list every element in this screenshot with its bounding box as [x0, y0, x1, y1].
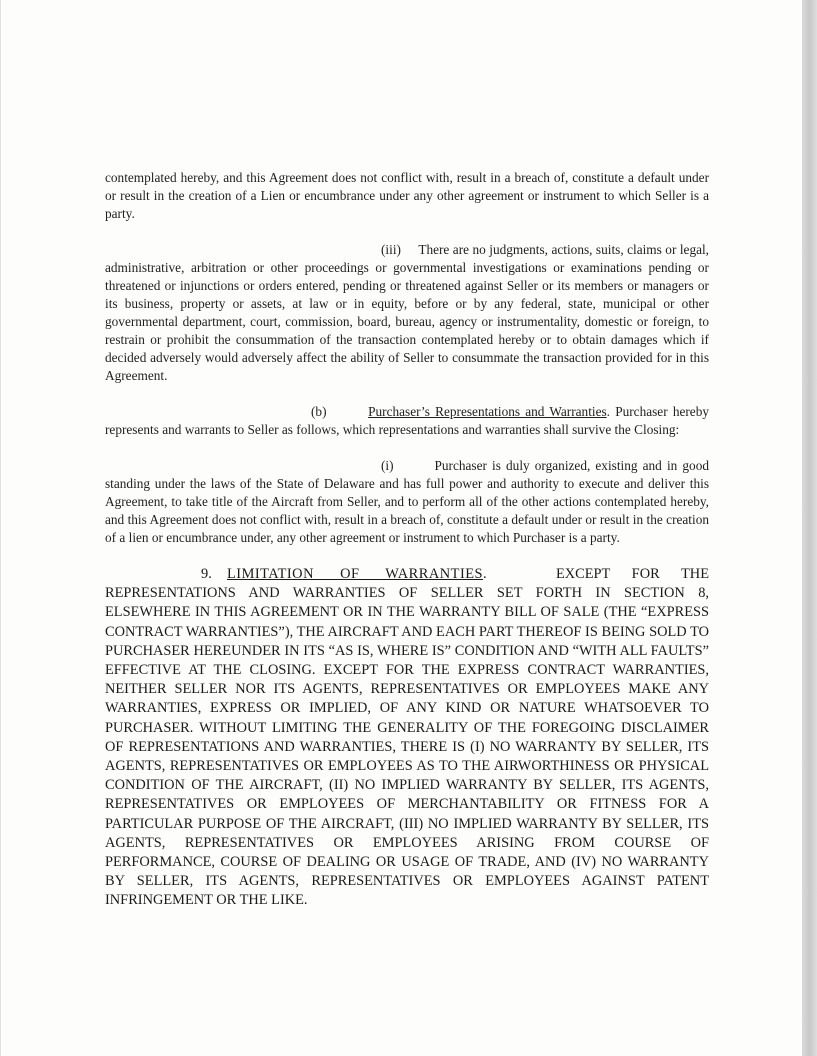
purchaser-warranties-heading: Purchaser’s Representations and Warranties: [368, 404, 607, 419]
section-9-lead-text: EXCEPT FOR THE: [555, 566, 709, 582]
clause-marker-b: (b): [311, 404, 327, 419]
paragraph-seller-iii: [105, 241, 709, 385]
section-9-title: LIMITATION OF WARRANTIES: [227, 566, 484, 582]
clause-text-b: . Purchaser hereby represents and warrants to Seller as follows, which representations and warranties shall survive the Closing:: [105, 404, 710, 437]
paragraph-purchaser-i: [105, 457, 709, 547]
clause-marker-i: (i): [381, 458, 394, 473]
document-body: [105, 169, 709, 911]
section-9-title-period: .: [483, 566, 488, 582]
section-9-body: REPRESENTATIONS AND WARRANTIES OF SELLER SET FORTH IN SECTION 8, ELSEWHERE IN THIS AGREEMENT OR IN THE WARRANTY BILL OF SALE (THE “EXPRESS CONTRACT WARRANTIES”), THE AIRCRAFT AND EACH PART THEREOF IS BEING SOLD TO PURCHASER HEREUNDER IN ITS “AS IS, WHERE IS” CONDITION AND “WITH ALL FAULTS” EFFECTIVE AT THE CLOSING. EXCEPT FOR THE EXPRESS CONTRACT WARRANTIES, NEITHER SELLER NOR ITS AGENTS, REPRESENTATIVES OR EMPLOYEES MAKE ANY WARRANTIES, EXPRESS OR IMPLIED, OF ANY KIND OR NATURE WHATSOEVER TO PURCHASER. WITHOUT LIMITING THE GENERALITY OF THE FOREGOING DISCLAIMER OF REPRESENTATIONS AND WARRANTIES, THERE IS (I) NO WARRANTY BY SELLER, ITS AGENTS, REPRESENTATIVES OR EMPLOYEES AS TO THE AIRWORTHINESS OR PHYSICAL CONDITION OF THE AIRCRAFT, (II) NO IMPLIED WARRANTY BY SELLER, ITS AGENTS, REPRESENTATIVES OR EMPLOYEES OF MERCHANTABILITY OR FITNESS FOR A PARTICULAR PURPOSE OF THE AIRCRAFT, (III) NO IMPLIED WARRANTY BY SELLER, ITS AGENTS, REPRESENTATIVES OR EMPLOYEES ARISING FROM COURSE OF PERFORMANCE, COURSE OF DEALING OR USAGE OF TRADE, AND (IV) NO WARRANTY BY SELLER, ITS AGENTS, REPRESENTATIVES OR EMPLOYEES AGAINST PATENT INFRINGEMENT OR THE LIKE.: [105, 585, 709, 909]
paragraph-purchaser-b: [105, 403, 709, 439]
section-9: [105, 565, 709, 911]
clause-text-i: Purchaser is duly organized, existing and in good standing under the laws of the State of Delaware and has full power and authority to execute and deliver this Agreement, to take title of the Aircraft from Seller, and to perform all of the other actions contemplated hereby, and this Agreement does not conflict with, result in a breach of, constitute a default under or result in the creation of a lien or encumbrance under, any other agreement or instrument to which Purchaser is a party.: [105, 458, 710, 545]
clause-marker-iii: (iii): [381, 242, 401, 257]
section-9-heading-line: [105, 565, 709, 584]
section-9-number: 9.: [201, 566, 212, 582]
page-edge-shadow: [802, 0, 817, 1056]
paragraph-seller-continuation: contemplated hereby, and this Agreement does not conflict with, result in a breach of, constitute a default under or result in the creation of a Lien or encumbrance under any other agreement or instrument to which Seller is a party.: [105, 170, 709, 221]
clause-text-iii: There are no judgments, actions, suits, claims or legal, administrative, arbitration or other proceedings or governmental investigations or examinations pending or threatened or injunctions or orders entered, pending or threatened against Seller or its members or managers or its business, property or assets, at law or in equity, before or by any federal, state, municipal or other governmental department, court, commission, board, bureau, agency or instrumentality, domestic or foreign, to restrain or prohibit the consummation of the transaction contemplated hereby or to obtain damages which if decided adversely would adversely affect the ability of Seller to consummate the transaction provided for in this Agreement.: [105, 242, 710, 383]
